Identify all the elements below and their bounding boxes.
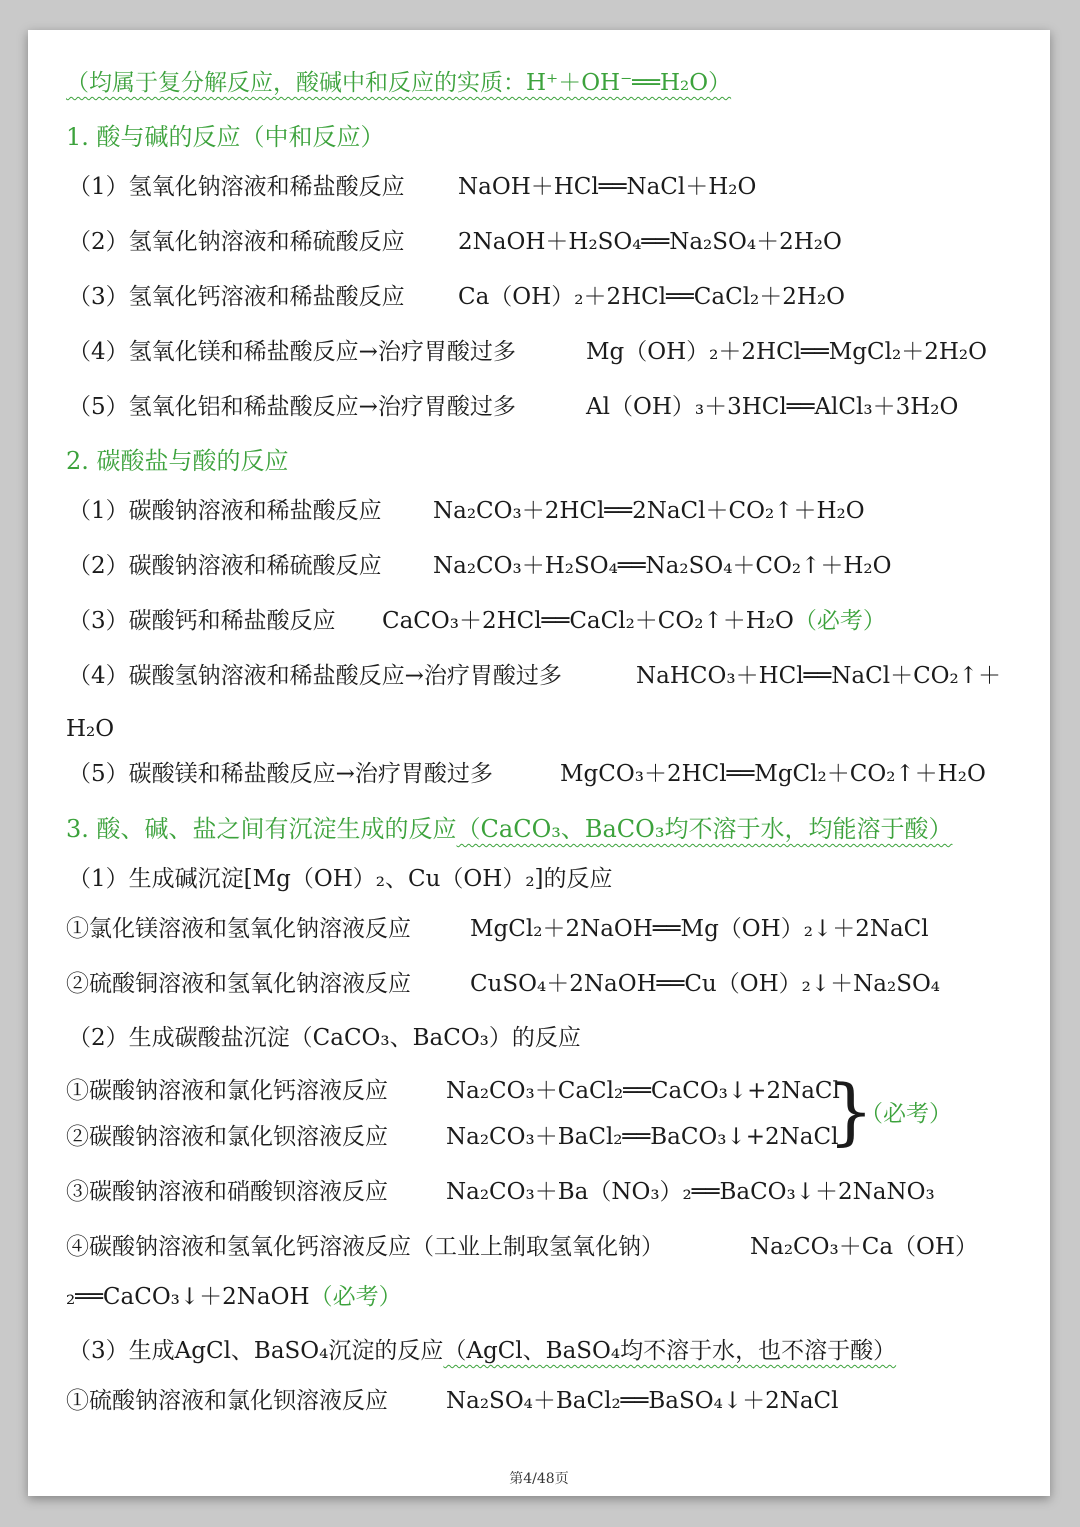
page-number: 第4/48页 [509, 1471, 569, 1487]
s2-item-5-desc: （5）碳酸镁和稀盐酸反应→治疗胃酸过多 [68, 761, 493, 787]
s2-item-4-eq-wrap: H₂O [66, 716, 115, 742]
s2-item-3-formula: CaCO₃＋2HCl══CaCl₂＋CO₂↑＋H₂O [382, 608, 794, 634]
s2-item-1-desc: （1）碳酸钠溶液和稀盐酸反应 [68, 498, 382, 524]
s3-sub2-item-4-wrap [66, 1282, 402, 1312]
intro-note: （均属于复分解反应，酸碱中和反应的实质：H⁺＋OH⁻══H₂O） [66, 70, 732, 96]
s2-item-2 [68, 551, 382, 581]
s3-sub2-title: （2）生成碳酸盐沉淀（CaCO₃、BaCO₃）的反应 [68, 1025, 581, 1051]
s3-sub2-item-2 [66, 1122, 388, 1152]
s3-sub3-title-note: （AgCl、BaSO₄均不溶于水，也不溶于酸） [443, 1338, 897, 1364]
s3-sub2-item-4-wrap-eq: ₂══CaCO₃↓＋2NaOH [66, 1284, 310, 1310]
s1-item-2 [68, 227, 405, 257]
section-3-heading-note: （CaCO₃、BaCO₃均不溶于水，均能溶于酸） [456, 815, 953, 843]
s1-item-3-desc: （3）氢氧化钙溶液和稀盐酸反应 [68, 284, 405, 310]
section-2-heading: 2. 碳酸盐与酸的反应 [66, 447, 289, 475]
s3-sub1-item-1 [66, 914, 411, 944]
s3-sub2-item-1-desc: ①碳酸钠溶液和氯化钙溶液反应 [66, 1078, 388, 1104]
s1-item-5-desc: （5）氢氧化铝和稀盐酸反应→治疗胃酸过多 [68, 394, 516, 420]
s3-sub2-item-3-desc: ③碳酸钠溶液和硝酸钡溶液反应 [66, 1179, 388, 1205]
s1-item-4-eq: Mg（OH）₂＋2HCl══MgCl₂＋2H₂O [586, 339, 987, 365]
s3-sub3-item-1-eq: Na₂SO₄＋BaCl₂══BaSO₄↓＋2NaCl [446, 1388, 839, 1414]
s3-sub2-item-4-note: （必考） [309, 1284, 402, 1310]
s3-sub2-item-4-desc: ④碳酸钠溶液和氢氧化钙溶液反应（工业上制取氢氧化钠） [66, 1234, 664, 1260]
s1-item-1-desc: （1）氢氧化钠溶液和稀盐酸反应 [68, 174, 405, 200]
s2-item-3-desc: （3）碳酸钙和稀盐酸反应 [68, 608, 336, 634]
s3-sub2-item-2-eq: Na₂CO₃＋BaCl₂══BaCO₃↓+2NaCl [446, 1124, 839, 1150]
s1-item-2-eq: 2NaOH＋H₂SO₄══Na₂SO₄＋2H₂O [458, 229, 842, 255]
s3-sub3-title-text: （3）生成AgCl、BaSO₄沉淀的反应 [68, 1338, 444, 1364]
s2-item-4-desc: （4）碳酸氢钠溶液和稀盐酸反应→治疗胃酸过多 [68, 663, 562, 689]
s3-sub2-item-1 [66, 1076, 388, 1106]
document-page [28, 30, 1050, 1496]
s3-sub3-item-1-desc: ①硫酸钠溶液和氯化钡溶液反应 [66, 1388, 388, 1414]
s1-item-5 [68, 392, 516, 422]
s3-sub2-item-3 [66, 1177, 388, 1207]
s2-item-4 [68, 661, 562, 691]
s3-sub2-item-3-eq: Na₂CO₃＋Ba（NO₃）₂══BaCO₃↓＋2NaNO₃ [446, 1179, 935, 1205]
s2-item-5 [68, 759, 493, 789]
s3-sub1-item-2 [66, 969, 411, 999]
s3-sub2-item-4-eq: Na₂CO₃＋Ca（OH） [750, 1234, 978, 1260]
section-1-heading: 1. 酸与碱的反应（中和反应） [66, 123, 385, 151]
s3-sub1-item-2-desc: ②硫酸铜溶液和氢氧化钠溶液反应 [66, 971, 411, 997]
s3-sub2-item-1-eq: Na₂CO₃＋CaCl₂══CaCO₃↓+2NaCl [446, 1078, 840, 1104]
s1-item-1-eq: NaOH＋HCl══NaCl＋H₂O [458, 174, 757, 200]
s1-item-5-eq: Al（OH）₃＋3HCl══AlCl₃＋3H₂O [586, 394, 959, 420]
s3-sub1-item-1-desc: ①氯化镁溶液和氢氧化钠溶液反应 [66, 916, 411, 942]
s1-item-3 [68, 282, 405, 312]
s1-item-2-desc: （2）氢氧化钠溶液和稀硫酸反应 [68, 229, 405, 255]
s2-item-2-desc: （2）碳酸钠溶液和稀硫酸反应 [68, 553, 382, 579]
s2-item-1-eq: Na₂CO₃＋2HCl══2NaCl＋CO₂↑＋H₂O [433, 498, 865, 524]
s3-sub2-item-4 [66, 1232, 664, 1262]
s3-sub2-brace-note: （必考） [860, 1101, 952, 1127]
s1-item-1 [68, 172, 405, 202]
section-3-heading-text: 3. 酸、碱、盐之间有沉淀生成的反应 [66, 815, 457, 843]
right-brace: } [828, 1069, 874, 1153]
s1-item-3-eq: Ca（OH）₂＋2HCl══CaCl₂＋2H₂O [458, 284, 846, 310]
s2-item-3-note: （必考） [793, 608, 886, 634]
s2-item-5-eq: MgCO₃＋2HCl══MgCl₂＋CO₂↑＋H₂O [560, 761, 986, 787]
s3-sub3-title [68, 1336, 896, 1366]
s3-sub3-item-1 [66, 1386, 388, 1416]
s2-item-3 [68, 606, 336, 636]
section-3-heading [66, 814, 952, 844]
s2-item-1 [68, 496, 382, 526]
s3-sub1-title: （1）生成碱沉淀[Mg（OH）₂、Cu（OH）₂]的反应 [68, 866, 613, 892]
s3-sub1-item-1-eq: MgCl₂＋2NaOH══Mg（OH）₂↓＋2NaCl [470, 916, 929, 942]
s3-sub2-item-2-desc: ②碳酸钠溶液和氯化钡溶液反应 [66, 1124, 388, 1150]
s3-sub1-item-2-eq: CuSO₄＋2NaOH══Cu（OH）₂↓＋Na₂SO₄ [470, 971, 941, 997]
s1-item-4 [68, 337, 516, 367]
s2-item-3-eq [382, 606, 886, 636]
s2-item-4-eq: NaHCO₃＋HCl══NaCl＋CO₂↑＋ [636, 663, 1002, 689]
s2-item-2-eq: Na₂CO₃＋H₂SO₄══Na₂SO₄＋CO₂↑＋H₂O [433, 553, 892, 579]
s1-item-4-desc: （4）氢氧化镁和稀盐酸反应→治疗胃酸过多 [68, 339, 516, 365]
